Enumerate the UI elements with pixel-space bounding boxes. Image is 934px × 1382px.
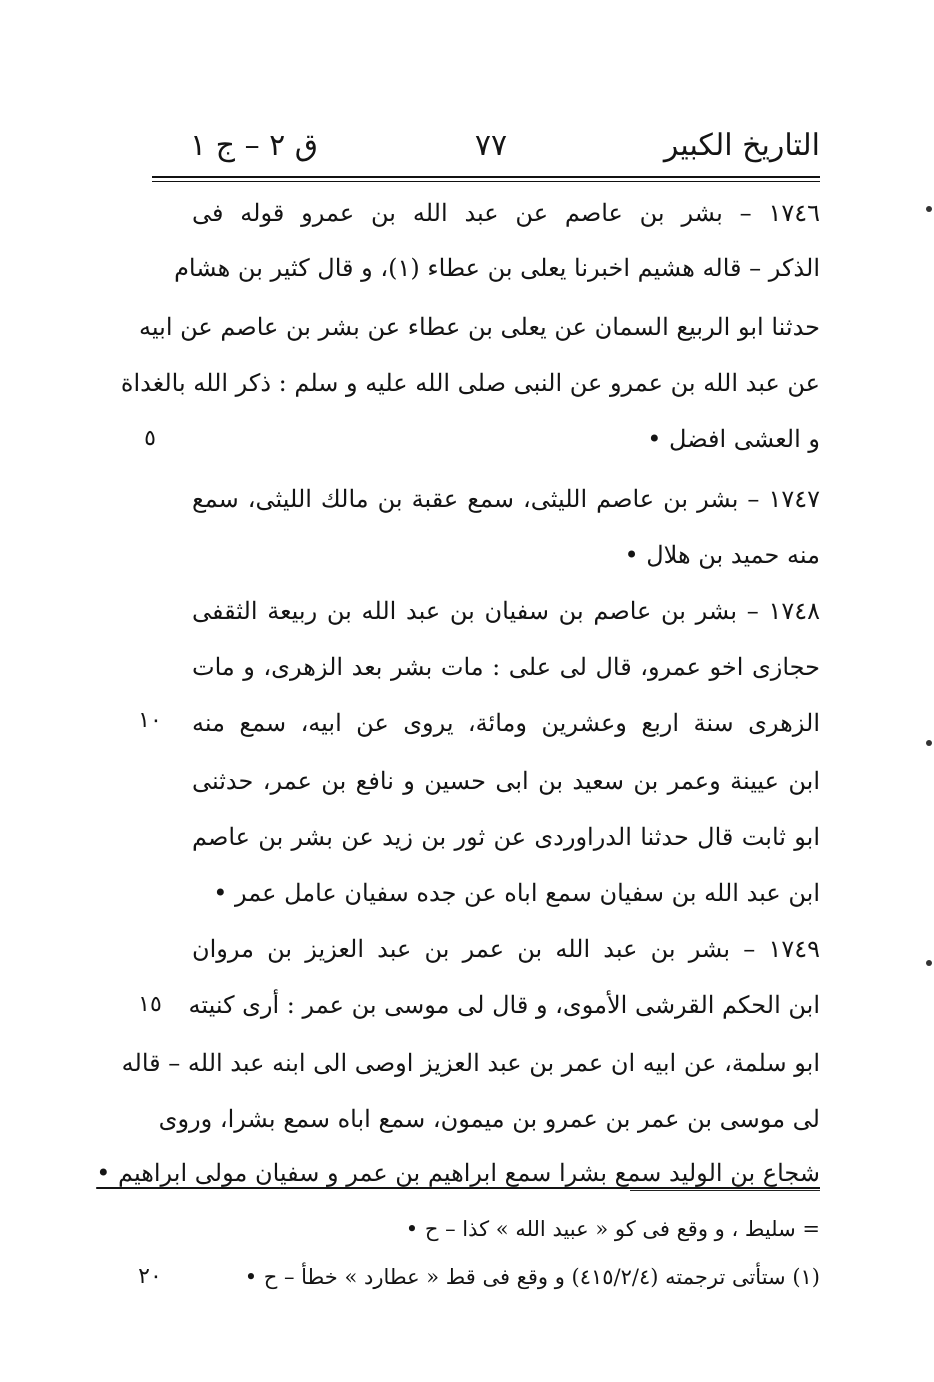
header-rule-thick: [152, 176, 820, 178]
text-line: ١٧٤٩ – بشر بن عبد الله بن عمر بن عبد العزيز بن مروان: [192, 935, 820, 963]
text-line: ١٧٤٧ – بشر بن عاصم الليثى، سمع عقبة بن مالك الليثى، سمع: [192, 485, 820, 513]
volume-part-label: ق ٢ – ج ١: [190, 127, 319, 163]
text-line: ابو سلمة، عن ابيه ان عمر بن عبد العزيز اوصى الى ابنه عبد الله – قاله: [121, 1049, 820, 1077]
margin-line-number: ١٥: [138, 992, 162, 1017]
text-line: الذكر – قاله هشيم اخبرنا يعلى بن عطاء (١)، و قال كثير بن هشام: [174, 254, 820, 282]
text-line: و العشى افضل •: [647, 425, 820, 453]
text-line: منه حميد بن هلال •: [624, 541, 820, 569]
text-line: حدثنا ابو الربيع السمان عن يعلى بن عطاء عن بشر بن عاصم عن ابيه: [139, 313, 820, 341]
footnote-line: (١) ستأتى ترجمته (٤١٥/٢/٤) و وقع فى قط « عطارد » خطأ – ح •: [244, 1265, 820, 1289]
scan-edge-mark: [926, 206, 932, 212]
text-line: شجاع بن الوليد سمع بشرا سمع ابراهيم بن عمر و سفيان مولى ابراهيم •: [96, 1159, 820, 1187]
text-line: عن عبد الله بن عمرو عن النبى صلى الله عليه و سلم : ذكر الله بالغداة: [120, 369, 820, 397]
scan-edge-mark: [926, 740, 932, 746]
scan-edge-mark: [926, 960, 932, 966]
margin-line-number: ٢٠: [138, 1264, 162, 1289]
text-line: الزهرى سنة اربع وعشرين ومائة، يروى عن ابيه، سمع منه: [192, 709, 820, 737]
margin-line-number: ١٠: [138, 708, 162, 733]
text-line: ابو ثابت قال حدثنا الدراوردى عن ثور بن زيد عن بشر بن عاصم: [192, 823, 820, 851]
text-line: حجازى اخو عمرو، قال لى على : مات بشر بعد الزهرى، و مات: [192, 653, 820, 681]
text-line: لى موسى بن عمر بن عمرو بن ميمون، سمع اباه سمع بشرا، وروى: [158, 1105, 820, 1133]
page-number: ٧٧: [474, 127, 508, 163]
text-line: ابن عبد الله بن سفيان سمع اباه عن جده سفيان عامل عمر •: [213, 879, 820, 907]
footnote-rule: [630, 1190, 820, 1191]
text-line: ابن الحكم القرشى الأموى، و قال لى موسى بن عمر : أرى كنيته: [188, 991, 820, 1019]
text-line: ١٧٤٦ – بشر بن عاصم عن عبد الله بن عمرو قوله فى: [192, 199, 820, 227]
margin-line-number: ٥: [144, 426, 156, 451]
running-header: [190, 120, 820, 170]
header-rule-thin: [152, 181, 820, 182]
footnote-line: = سليط ، و وقع فى كو « عبيد الله » كذا – ح •: [405, 1217, 820, 1241]
text-line: ١٧٤٨ – بشر بن عاصم بن سفيان بن عبد الله بن ربيعة الثقفى: [192, 597, 820, 625]
book-title: التاريخ الكبير: [663, 127, 820, 163]
text-line: ابن عيينة وعمر بن سعيد بن ابى حسين و نافع بن عمر، حدثنى: [192, 767, 820, 795]
